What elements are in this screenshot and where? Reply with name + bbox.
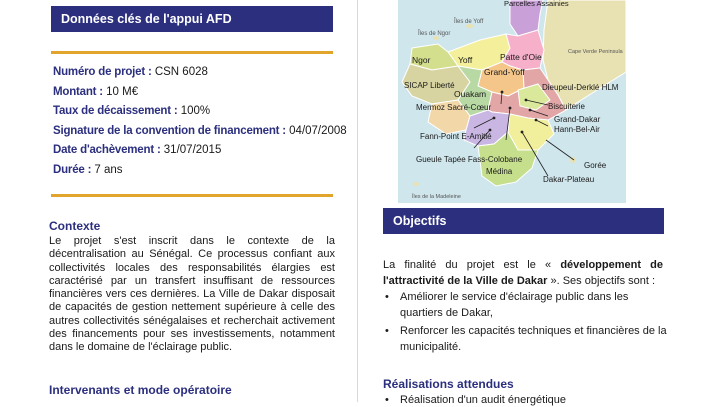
- map-label-mermoz: Mermoz Sacré-Cœur: [416, 103, 492, 112]
- objectives-intro-bold: développement de l'attractivité de la Ville de Dakar: [383, 259, 664, 287]
- map-label-iles-yoff: Îles de Yoff: [454, 19, 484, 25]
- map-label-hann: Hann-Bel-Air: [554, 125, 600, 134]
- map-label-iles-madeleine: Îles de la Madeleine: [412, 194, 461, 200]
- context-paragraph: Le projet s'est inscrit dans le contexte de la décentralisation au Sénégal. Ce processus confiant aux collectivités locales des responsabilités élargies est caractérisé par un transfert insuffisant de ressources financières vers ces dernières. La Ville de Dakar disposait de capacités de gestion nettement supérieure à celle des autres collectivités sénégalaises et recherchait activement des financements pour ses investissements, notamment dans le domaine de l'éclairage public.: [49, 235, 335, 354]
- map-label-grand-yoff: Grand-Yoff: [484, 67, 525, 77]
- map-label-iles-ngor: Îles de Ngor: [418, 31, 451, 37]
- map-label-biscuiterie: Biscuiterie: [548, 102, 585, 111]
- list-item: • Renforcer les capacités techniques et financières de la municipalité.: [383, 323, 673, 355]
- field-disbursement-rate: Taux de décaissement : 100%: [53, 105, 211, 117]
- results-heading: Réalisations attendues: [383, 377, 514, 391]
- column-separator: [357, 0, 358, 402]
- map-label-goree: Gorée: [584, 161, 607, 170]
- gold-divider-top: [51, 51, 333, 54]
- field-duration: Durée : 7 ans: [53, 163, 123, 176]
- map-label-fann: Fann-Point E-Amitié: [420, 132, 492, 141]
- dakar-map-svg: [398, 0, 626, 203]
- map-label-parcelles: Parcelles Assainies: [504, 0, 569, 8]
- map-label-yoff: Yoff: [458, 55, 473, 65]
- list-item: • Améliorer le service d'éclairage public dans les quartiers de Dakar,: [383, 289, 673, 321]
- map-label-grand-dakar: Grand-Dakar: [554, 115, 601, 124]
- dakar-map: [398, 0, 626, 203]
- map-label-dakar-plateau: Dakar-Plateau: [543, 175, 595, 184]
- objectives-banner: [383, 208, 664, 234]
- key-data-list: [53, 63, 347, 180]
- results-first-item: • Réalisation d'un audit énergétique: [385, 394, 566, 406]
- key-data-title: Données clés de l'appui AFD: [61, 12, 232, 26]
- map-label-sicap: SICAP Liberté: [404, 81, 455, 90]
- field-signature-date: Signature de la convention de financement : 04/07/2008: [53, 124, 347, 137]
- objectives-intro: La finalité du projet est le « développement de l'attractivité de la Ville de Dakar ». Ses objectifs sont :: [383, 259, 664, 287]
- actors-heading: Intervenants et mode opératoire: [49, 383, 232, 397]
- gold-divider-bottom: [51, 194, 333, 197]
- map-label-cape-verde: Cape Verde Peninsula: [568, 49, 623, 55]
- map-label-ouakam: Ouakam: [454, 89, 487, 99]
- bullet: •: [385, 394, 389, 406]
- map-label-ngor: Ngor: [412, 55, 431, 65]
- map-label-patte-doie: Patte d'Oie: [500, 52, 542, 62]
- objectives-list: [383, 289, 673, 357]
- field-amount: Montant : 10 M€: [53, 85, 139, 98]
- map-label-gueule-tapee: Gueule Tapée Fass-Colobane: [416, 155, 523, 164]
- field-completion-date: Date d'achèvement : 31/07/2015: [53, 144, 222, 156]
- context-heading: Contexte: [49, 219, 101, 233]
- map-label-medina: Médina: [486, 167, 513, 176]
- objectives-title: Objectifs: [393, 214, 447, 228]
- key-data-banner: [51, 6, 333, 32]
- field-project-number: Numéro de projet : CSN 6028: [53, 66, 208, 78]
- map-label-dieupeul: Dieupeul-Derklé HLM: [542, 83, 619, 92]
